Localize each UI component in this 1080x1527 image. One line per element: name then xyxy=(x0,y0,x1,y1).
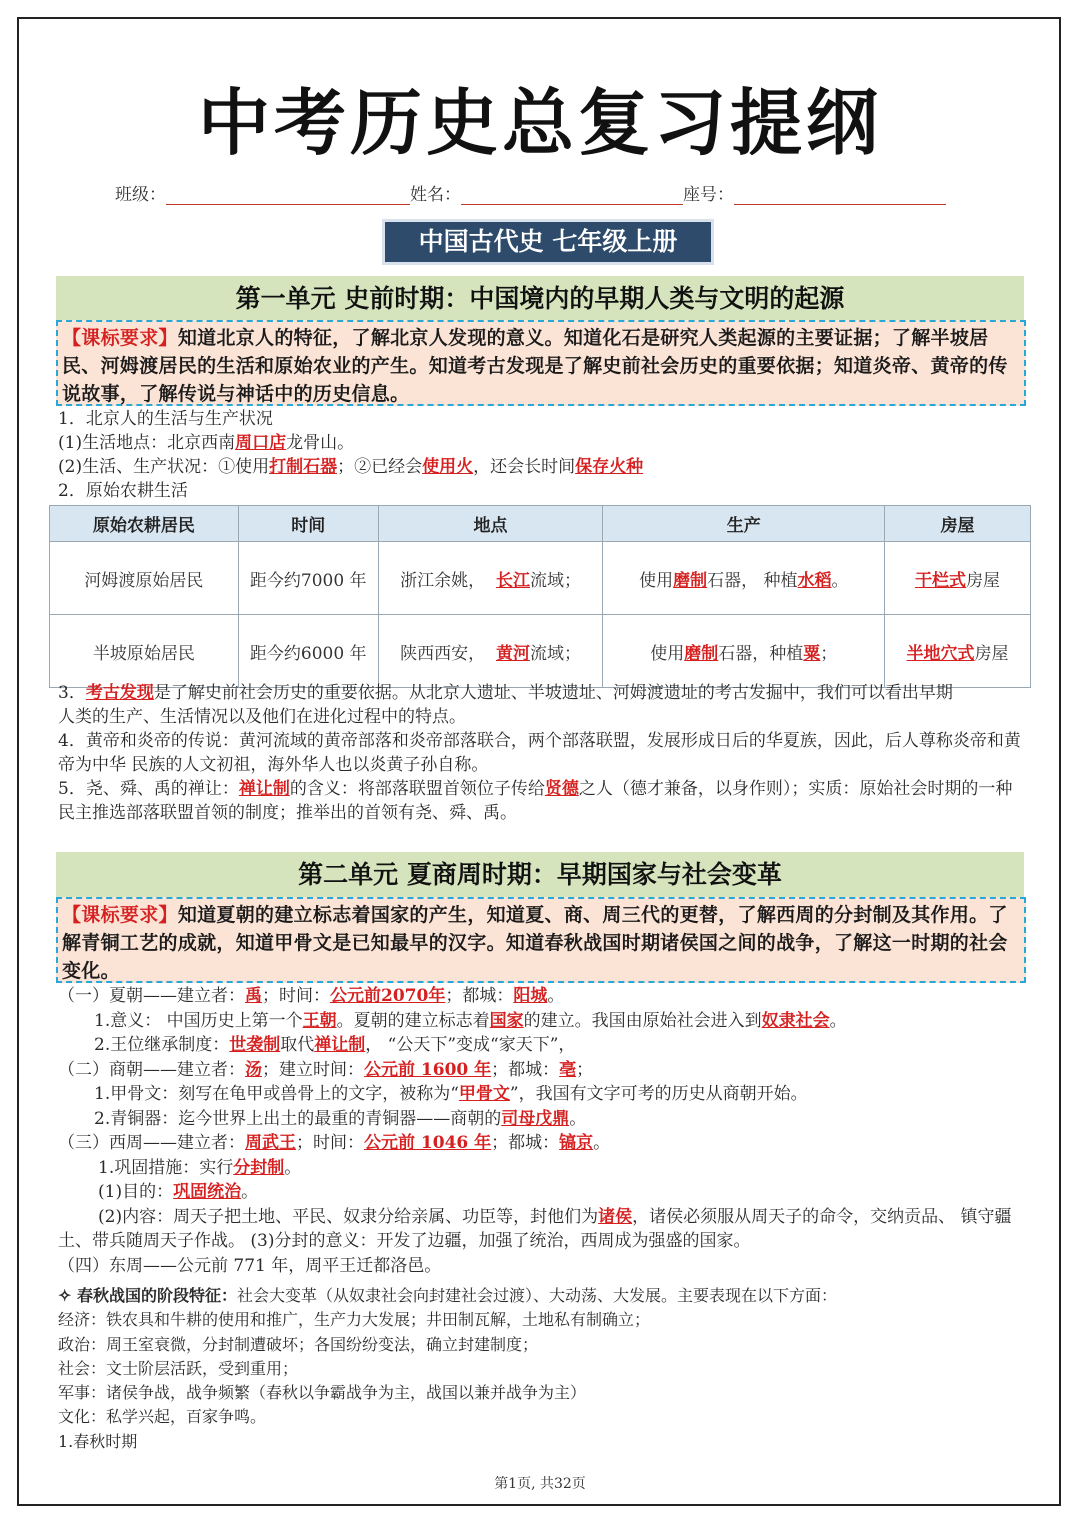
key-term: 甲骨文 xyxy=(458,1084,510,1104)
key-term: 贤德 xyxy=(544,779,579,799)
table-cell-time: 距今约6000 年 xyxy=(238,615,378,688)
key-term: 磨制 xyxy=(684,643,719,664)
chunqiu-politics: 政治：周王室衰微，分封制遭破坏；各国纷纷变法，确立封建制度； xyxy=(58,1334,539,1354)
table-cell-house: 半地穴式房屋 xyxy=(885,615,1031,688)
chunqiu-title: ✧ 春秋战国的阶段特征： xyxy=(58,1286,237,1305)
chunqiu-military: 军事：诸侯争战，战争频繁（春秋以争霸战争为主，战国以兼并战争为主） xyxy=(58,1383,587,1403)
key-term: 公元前 1046 年 xyxy=(364,1133,492,1153)
unit1-heading: 第一单元 史前时期：中国境内的早期人类与文明的起源 xyxy=(56,276,1024,322)
s3-text: 3．考古发现是了解史前社会历史的重要依据。从北京人遗址、半坡遗址、河姆渡遗址的考古发掘中，我们可以看出早期 xyxy=(58,683,953,703)
key-term: 使用火 xyxy=(422,457,474,477)
name-field[interactable] xyxy=(461,184,683,205)
requirement-text: 知道北京人的特征，了解北京人发现的意义。知道化石是研究人类起源的主要证据；了解半坡居民、河姆渡居民的生活和原始农业的产生。知道考古发现是了解史前社会历史的重要依据；知道炎帝、黄帝的传说故事，了解传说与神话中的历史信息。 xyxy=(62,327,1008,405)
table-header: 原始农耕居民 xyxy=(50,506,239,542)
key-term: 长江 xyxy=(495,570,530,591)
key-term: 公元前 1600 年 xyxy=(364,1059,492,1080)
key-term: 镐京 xyxy=(559,1133,594,1153)
key-term: 黄河 xyxy=(495,643,530,664)
xia-succession: 2.王位继承制度：世袭制取代禅让制， “公天下”变成“家天下”， xyxy=(94,1035,576,1055)
chunqiu-society: 社会：文士阶层活跃，受到重用； xyxy=(58,1358,299,1378)
s3-text-line2: 人类的生产、生活情况以及他们在进化过程中的特点。 xyxy=(58,707,466,727)
table-row xyxy=(50,542,1031,615)
key-term: 水稻 xyxy=(797,570,832,591)
page-title: 中考历史总复习提纲 xyxy=(197,81,882,165)
shang-oracle-bones: 1.甲骨文：刻写在龟甲或兽骨上的文字，被称为“甲骨文”，我国有文字可考的历史从商朝开始。 xyxy=(94,1084,808,1104)
s2-heading: 2．原始农耕生活 xyxy=(58,481,188,501)
key-term: 磨制 xyxy=(673,570,708,591)
dongzhou-line: （四）东周——公元前 771 年，周平王迁都洛邑。 xyxy=(58,1255,442,1276)
requirement-tag: 【课标要求】 xyxy=(62,904,178,926)
key-term: 王朝 xyxy=(302,1010,337,1031)
requirement-text: 知道夏朝的建立标志着国家的产生，知道夏、商、周三代的更替，了解西周的分封制及其作用。了解青铜工艺的成就，知道甲骨文是已知最早的汉字。知道春秋战国时期诸侯国之间的战争，了解这一时期的社会变化。 xyxy=(62,904,1008,982)
zhou-line: （三）西周——建立者：周武王；时间：公元前 1046 年；都城：镐京。 xyxy=(58,1133,611,1153)
unit2-heading: 第二单元 夏商周时期：早期国家与社会变革 xyxy=(56,852,1024,898)
section-ribbon: 中国古代史 七年级上册 xyxy=(382,219,714,265)
s5-text: 5．尧、舜、禹的禅让：禅让制的含义：将部落联盟首领位子传给贤德之人（德才兼备，以身作则）；实质：原始社会时期的一种民主推选部落联盟首领的制度；推举出的首领有尧、舜、禹。 xyxy=(58,779,1013,823)
table-row xyxy=(50,615,1031,688)
name-label: 姓名： xyxy=(410,185,461,205)
seat-label: 座号： xyxy=(683,185,734,205)
key-term: 奴隶社会 xyxy=(761,1010,830,1031)
seat-field[interactable] xyxy=(734,184,946,205)
table-cell-time: 距今约7000 年 xyxy=(238,542,378,615)
page-number: 第1页, 共32页 xyxy=(494,1476,586,1492)
key-term: 禹 xyxy=(245,986,262,1006)
unit1-section-1 xyxy=(58,407,1024,503)
requirement-tag: 【课标要求】 xyxy=(62,327,178,349)
table-cell-people: 半坡原始居民 xyxy=(50,615,239,688)
table-cell-production: 使用磨制石器， 种植水稻。 xyxy=(603,542,885,615)
unit2-requirements xyxy=(56,897,1026,983)
key-term: 诸侯 xyxy=(598,1206,633,1227)
table-cell-house: 干栏式房屋 xyxy=(885,542,1031,615)
xia-line: （一）夏朝——建立者：禹；时间：公元前2070年；都城：阳城。 xyxy=(58,986,565,1006)
zhou-measures: 1.巩固措施：实行分封制。 xyxy=(98,1157,302,1178)
class-field[interactable] xyxy=(166,184,410,205)
key-term: 周武王 xyxy=(245,1133,296,1153)
key-term: 周口店 xyxy=(235,433,287,453)
s4-text: 4．黄帝和炎帝的传说：黄河流域的黄帝部落和炎帝部落联合，两个部落联盟，发展形成日后的华夏族，因此，后人尊称炎帝和黄帝为中华 民族的人文初祖，海外华人也以炎黄子孙自称。 xyxy=(58,731,1021,775)
table-header: 地点 xyxy=(378,506,603,542)
key-term: 司母戊鼎 xyxy=(501,1108,570,1129)
unit2-dynasties xyxy=(58,984,1024,1278)
table-header: 时间 xyxy=(238,506,378,542)
farming-table xyxy=(49,505,1031,688)
key-term: 禅让制 xyxy=(314,1035,366,1055)
zhou-purpose: (1)目的：巩固统治。 xyxy=(98,1182,259,1202)
zhou-content: (2)内容：周天子把土地、平民、奴隶分给亲属、功臣等，封他们为诸侯，诸侯必须服从周天子的命令，交纳贡品、 镇守疆土、带兵随周天子作战。 (3)分封的意义：开发了边疆，加强了统治，西周成为强盛的国家。 xyxy=(58,1206,1012,1251)
student-info-row xyxy=(115,180,946,205)
key-term: 分封制 xyxy=(233,1157,285,1178)
chunqiu-section xyxy=(58,1284,1024,1454)
key-term: 世袭制 xyxy=(229,1035,281,1055)
xia-significance: 1.意义： 中国历史上第一个王朝。夏朝的建立标志着国家的建立。我国由原始社会进入到奴隶社会。 xyxy=(94,1010,847,1031)
key-term: 汤 xyxy=(245,1059,262,1080)
chunqiu-spring-heading: 1.春秋时期 xyxy=(58,1431,138,1451)
s1-heading: 1．北京人的生活与生产状况 xyxy=(58,409,273,429)
table-cell-people: 河姆渡原始居民 xyxy=(50,542,239,615)
key-term: 干栏式 xyxy=(915,570,967,591)
table-header-row xyxy=(50,506,1031,542)
key-term: 粟 xyxy=(803,643,821,664)
chunqiu-economy: 经济：铁农具和牛耕的使用和推广，生产力大发展；井田制瓦解，土地私有制确立； xyxy=(58,1310,651,1330)
chunqiu-culture: 文化：私学兴起，百家争鸣。 xyxy=(58,1407,267,1427)
key-term: 考古发现 xyxy=(85,683,154,703)
chunqiu-intro: ✧ 春秋战国的阶段特征：社会大变革（从奴隶社会向封建社会过渡）、大动荡、大发展。主要表现在以下方面： xyxy=(58,1286,837,1305)
table-header: 房屋 xyxy=(885,506,1031,542)
unit1-section-3-5 xyxy=(58,681,1024,825)
table-header: 生产 xyxy=(603,506,885,542)
key-term: 巩固统治 xyxy=(173,1182,242,1202)
unit1-requirements xyxy=(56,320,1026,406)
s1-location: (1)生活地点：北京西南周口店龙骨山。 xyxy=(58,433,355,453)
key-term: 国家 xyxy=(489,1010,524,1031)
key-term: 阳城 xyxy=(513,986,548,1006)
key-term: 禅让制 xyxy=(238,779,290,799)
table-cell-place: 陕西西安， 黄河流域； xyxy=(378,615,603,688)
table-cell-place: 浙江余姚， 长江流域； xyxy=(378,542,603,615)
shang-line: （二）商朝——建立者：汤；建立时间：公元前 1600 年；都城：亳； xyxy=(58,1059,594,1080)
s1-production: (2)生活、生产状况：①使用打制石器；②已经会使用火，还会长时间保存火种 xyxy=(58,457,644,477)
class-label: 班级： xyxy=(115,185,166,205)
key-term: 打制石器 xyxy=(269,457,338,477)
shang-bronze: 2.青铜器：迄今世界上出土的最重的青铜器——商朝的司母戊鼎。 xyxy=(94,1108,587,1129)
key-term: 亳 xyxy=(559,1059,577,1080)
key-term: 公元前2070年 xyxy=(330,986,446,1006)
key-term: 半地穴式 xyxy=(906,643,975,664)
table-cell-production: 使用磨制石器，种植粟； xyxy=(603,615,885,688)
key-term: 保存火种 xyxy=(575,457,644,477)
